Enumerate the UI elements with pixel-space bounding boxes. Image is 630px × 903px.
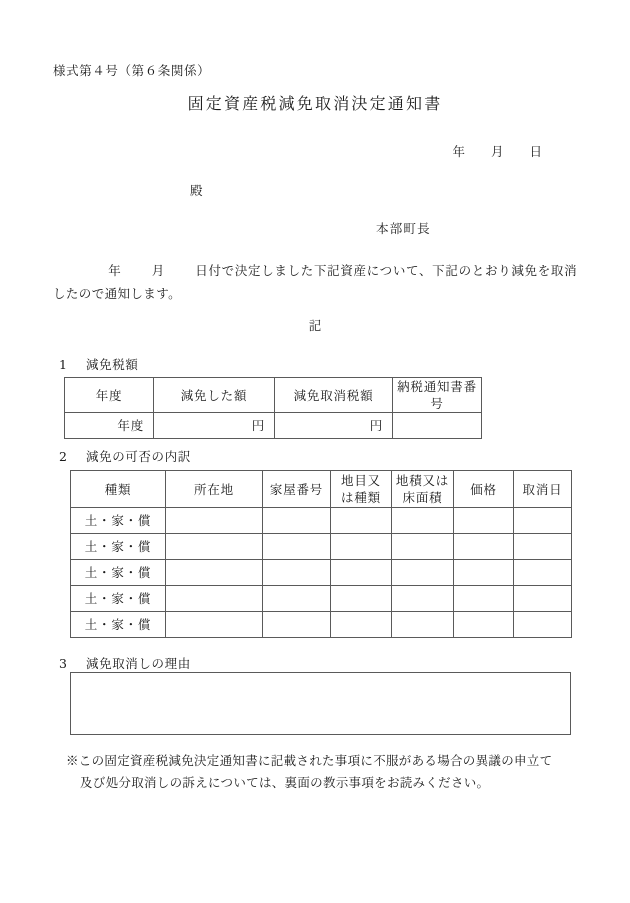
section-3-title: 減免取消しの理由: [86, 656, 191, 671]
cell-nendo[interactable]: 年度: [65, 413, 154, 439]
cell-chiseki[interactable]: [392, 586, 454, 612]
cell-chimoku[interactable]: [331, 534, 392, 560]
table-header-row: [71, 471, 572, 508]
table-row: [65, 413, 482, 439]
cell-chiseki[interactable]: [392, 560, 454, 586]
cell-shozaichi[interactable]: [166, 534, 263, 560]
cell-shurui[interactable]: 土・家・償: [71, 560, 166, 586]
table-row: [71, 612, 572, 638]
cell-kakaku[interactable]: [454, 612, 514, 638]
cell-shozaichi[interactable]: [166, 586, 263, 612]
cell-shurui[interactable]: 土・家・償: [71, 586, 166, 612]
body-month-label: 月: [151, 263, 165, 278]
cell-shurui[interactable]: 土・家・償: [71, 508, 166, 534]
table-row: [71, 560, 572, 586]
footnote-notice: [66, 750, 578, 794]
cell-reduced-amount[interactable]: 円: [154, 413, 275, 439]
section-3-heading: [59, 654, 191, 672]
cell-shurui[interactable]: 土・家・償: [71, 534, 166, 560]
cell-tax-notice-number[interactable]: [393, 413, 482, 439]
section-1-title: 減免税額: [86, 357, 139, 372]
cell-torikeshibi[interactable]: [514, 612, 572, 638]
table-header-row: [65, 378, 482, 413]
date-month-label: 月: [490, 144, 504, 159]
section-2-number: 2: [59, 449, 68, 464]
cell-cancelled-tax-amount[interactable]: 円: [275, 413, 393, 439]
footnote-line-1: ※この固定資産税減免決定通知書に記載された事項に不服がある場合の異議の申立て: [66, 753, 553, 768]
cell-chimoku[interactable]: [331, 560, 392, 586]
footnote-line-2: 及び処分取消しの訴えについては、裏面の教示事項をお読みください。: [80, 775, 490, 790]
cell-shurui[interactable]: 土・家・償: [71, 612, 166, 638]
issuer-name: 本部町長: [376, 221, 431, 236]
page-title: 固定資産税減免取消決定通知書: [187, 94, 443, 113]
cell-shozaichi[interactable]: [166, 508, 263, 534]
section-2-title: 減免の可否の内訳: [86, 449, 191, 464]
section-2-heading: [59, 447, 191, 465]
cell-kaoku-bango[interactable]: [263, 612, 331, 638]
cell-kakaku[interactable]: [454, 508, 514, 534]
cell-torikeshibi[interactable]: [514, 586, 572, 612]
column-header-torikeshibi: 取消日: [514, 471, 572, 508]
column-header-kakaku: 価格: [454, 471, 514, 508]
column-header-cancelled-tax-amount: 減免取消税額: [275, 378, 393, 413]
section-3-number: 3: [59, 656, 68, 671]
cell-chiseki[interactable]: [392, 508, 454, 534]
cell-chimoku[interactable]: [331, 586, 392, 612]
column-header-reduced-amount: 減免した額: [154, 378, 275, 413]
reduction-breakdown-table: [70, 470, 572, 638]
form-number: 様式第４号（第６条関係）: [53, 63, 211, 78]
cell-chiseki[interactable]: [392, 612, 454, 638]
date-day-label: 日: [529, 144, 542, 159]
cell-shozaichi[interactable]: [166, 560, 263, 586]
cell-torikeshibi[interactable]: [514, 508, 572, 534]
cell-chimoku[interactable]: [331, 508, 392, 534]
column-header-tax-notice-number: 納税通知書番号: [393, 378, 482, 413]
cell-kakaku[interactable]: [454, 560, 514, 586]
addressee-honorific: 殿: [190, 183, 203, 198]
cell-chimoku[interactable]: [331, 612, 392, 638]
table-row: [71, 508, 572, 534]
cancellation-reason-box[interactable]: [70, 672, 571, 735]
cell-torikeshibi[interactable]: [514, 534, 572, 560]
column-header-chiseki-or-yukamenseki: 地積又は 床面積: [392, 471, 454, 508]
column-header-nendo: 年度: [65, 378, 154, 413]
tax-reduction-amount-table: [64, 377, 482, 439]
table-row: [71, 534, 572, 560]
cell-shozaichi[interactable]: [166, 612, 263, 638]
column-header-shozaichi: 所在地: [166, 471, 263, 508]
cell-chiseki[interactable]: [392, 534, 454, 560]
cell-kaoku-bango[interactable]: [263, 534, 331, 560]
section-1-number: 1: [59, 357, 68, 372]
cell-kaoku-bango[interactable]: [263, 508, 331, 534]
table-row: [71, 586, 572, 612]
section-1-heading: [59, 355, 138, 373]
body-year-label: 年: [108, 263, 122, 278]
issue-date-line: [0, 142, 630, 160]
column-header-shurui: 種類: [71, 471, 166, 508]
body-paragraph-text: 日付で決定しました下記資産について、下記のとおり減免を取消したので通知します。: [53, 263, 577, 301]
cell-kakaku[interactable]: [454, 586, 514, 612]
cell-torikeshibi[interactable]: [514, 560, 572, 586]
body-paragraph: [53, 259, 577, 305]
date-year-label: 年: [452, 144, 465, 159]
cell-kakaku[interactable]: [454, 534, 514, 560]
cell-kaoku-bango[interactable]: [263, 560, 331, 586]
cell-kaoku-bango[interactable]: [263, 586, 331, 612]
column-header-kaoku-bango: 家屋番号: [263, 471, 331, 508]
ki-marker: 記: [308, 318, 322, 333]
column-header-chimoku-or-shurui: 地目又 は種類: [331, 471, 392, 508]
